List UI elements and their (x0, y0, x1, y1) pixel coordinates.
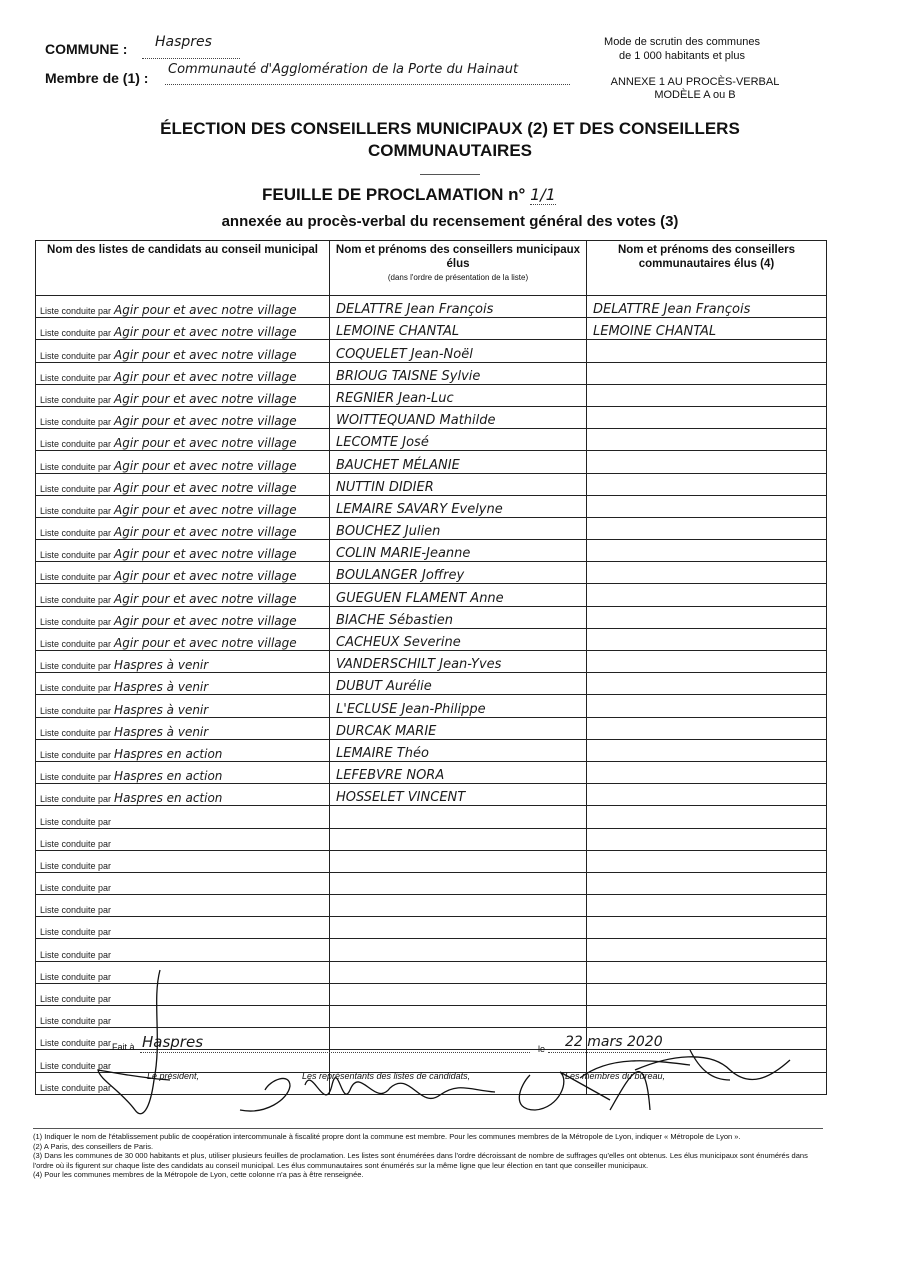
list-cell (36, 451, 330, 473)
elected-municipal-cell: BOUCHEZ Julien (330, 517, 587, 539)
elected-community-cell (587, 362, 827, 384)
title-separator (420, 174, 480, 175)
row-prefix: Liste conduite par (40, 772, 112, 783)
table-row (36, 340, 827, 362)
list-cell (36, 362, 330, 384)
elected-municipal-cell: CACHEUX Severine (330, 628, 587, 650)
elected-community-cell (587, 695, 827, 717)
elected-community-cell (587, 761, 827, 783)
footnote-separator (33, 1128, 823, 1129)
membres-label: Les membres du bureau, (565, 1071, 666, 1081)
table-row (36, 606, 827, 628)
elected-community-cell (587, 451, 827, 473)
list-name: Agir pour et avec notre village (114, 613, 297, 628)
president-label: Le président, (147, 1071, 200, 1081)
list-cell (36, 917, 330, 939)
list-name: Agir pour et avec notre village (114, 325, 297, 340)
row-prefix: Liste conduite par (40, 350, 112, 361)
elected-community-cell (587, 651, 827, 673)
table-header-row (36, 241, 827, 296)
signatures-drawing (90, 960, 820, 1130)
elected-municipal-cell: WOITTEQUAND Mathilde (330, 406, 587, 428)
table-row (36, 895, 827, 917)
elected-municipal-cell: LECOMTE José (330, 429, 587, 451)
elected-community-cell (587, 473, 827, 495)
row-prefix: Liste conduite par (40, 1082, 112, 1093)
elected-municipal-cell: BAUCHET MÉLANIE (330, 451, 587, 473)
list-cell (36, 784, 330, 806)
title-line-1: ÉLECTION DES CONSEILLERS MUNICIPAUX (2) ET DES CONSEILLERS (160, 119, 740, 138)
row-prefix: Liste conduite par (40, 639, 112, 649)
membre-value: Communauté d'Agglomération de la Porte du Hainaut (168, 62, 519, 77)
list-name: Agir pour et avec notre village (114, 369, 297, 384)
row-prefix: Liste conduite par (40, 483, 112, 494)
annexe-line-2: MODÈLE A ou B (654, 89, 736, 101)
table-row (36, 473, 827, 495)
membre-label: Membre de (1) : (45, 70, 149, 86)
list-cell (36, 895, 330, 917)
table-row (36, 673, 827, 695)
table-row (36, 651, 827, 673)
table-row (36, 540, 827, 562)
elected-municipal-cell: HOSSELET VINCENT (330, 784, 587, 806)
elected-municipal-cell: DUBUT Aurélie (330, 673, 587, 695)
date-value: 22 mars 2020 (565, 1034, 663, 1050)
row-prefix: Liste conduite par (40, 705, 112, 716)
elected-community-cell (587, 872, 827, 894)
row-prefix: Liste conduite par (40, 505, 112, 516)
elected-municipal-cell: DELATTRE Jean François (330, 296, 587, 318)
row-prefix: Liste conduite par (40, 794, 112, 805)
mode-scrutin (582, 35, 782, 63)
list-cell (36, 495, 330, 517)
table-row (36, 739, 827, 761)
table-row (36, 784, 827, 806)
elected-municipal-cell (330, 939, 587, 961)
list-cell (36, 406, 330, 428)
row-prefix: Liste conduite par (40, 550, 112, 561)
list-name: Agir pour et avec notre village (114, 458, 297, 473)
table-row (36, 806, 827, 828)
mode-line-1: Mode de scrutin des communes (604, 36, 760, 48)
elected-municipal-cell (330, 872, 587, 894)
list-name: Agir pour et avec notre village (114, 502, 297, 517)
table-row (36, 495, 827, 517)
list-cell (36, 318, 330, 340)
table-row (36, 362, 827, 384)
list-cell (36, 606, 330, 628)
list-cell (36, 673, 330, 695)
elected-community-cell (587, 939, 827, 961)
list-cell (36, 562, 330, 584)
signature-mark-2 (305, 1078, 495, 1099)
list-name: Agir pour et avec notre village (114, 391, 297, 406)
list-name: Agir pour et avec notre village (114, 636, 297, 650)
list-cell (36, 739, 330, 761)
president-signature (98, 970, 170, 1114)
table-row (36, 695, 827, 717)
footnote-2: (2) A Paris, des conseillers de Paris. (33, 1141, 154, 1151)
col-header-municipal-sub: (dans l'ordre de présentation de la liste) (387, 273, 529, 282)
list-name: Haspres en action (114, 791, 223, 806)
elected-municipal-cell: REGNIER Jean-Luc (330, 384, 587, 406)
signature-mark-4 (610, 1050, 790, 1110)
sheet-title (262, 185, 556, 205)
elected-community-cell (587, 495, 827, 517)
table-row (36, 828, 827, 850)
elected-community-cell (587, 562, 827, 584)
elected-municipal-cell: L'ECLUSE Jean-Philippe (330, 695, 587, 717)
list-cell (36, 584, 330, 606)
table-row (36, 850, 827, 872)
list-name: Agir pour et avec notre village (114, 591, 297, 606)
table-row (36, 296, 827, 318)
elected-community-cell (587, 784, 827, 806)
signature-mark-3 (519, 1061, 690, 1110)
row-prefix: Liste conduite par (40, 417, 112, 428)
row-prefix: Liste conduite par (40, 905, 112, 916)
list-name: Agir pour et avec notre village (114, 547, 297, 562)
elected-municipal-cell (330, 806, 587, 828)
list-name: Haspres à venir (114, 702, 209, 717)
row-prefix: Liste conduite par (40, 306, 112, 317)
elected-municipal-cell: BOULANGER Joffrey (330, 562, 587, 584)
elected-municipal-cell: LEFEBVRE NORA (330, 761, 587, 783)
list-name: Agir pour et avec notre village (114, 414, 297, 429)
elected-community-cell (587, 517, 827, 539)
list-cell (36, 473, 330, 495)
signature-mark-1 (240, 1078, 290, 1111)
elected-municipal-cell: LEMOINE CHANTAL (330, 318, 587, 340)
fait-place: Haspres (142, 1033, 204, 1051)
table-row (36, 406, 827, 428)
elected-community-cell (587, 739, 827, 761)
elected-community-cell (587, 717, 827, 739)
elected-community-cell (587, 540, 827, 562)
fait-label: Fait à (112, 1042, 135, 1052)
row-prefix: Liste conduite par (40, 816, 112, 827)
list-cell (36, 761, 330, 783)
table-row (36, 384, 827, 406)
list-name: Haspres en action (114, 769, 223, 784)
list-cell (36, 872, 330, 894)
elected-community-cell: DELATTRE Jean François (587, 296, 827, 318)
elected-municipal-cell: BIACHE Sébastien (330, 606, 587, 628)
elected-community-cell (587, 828, 827, 850)
elected-municipal-cell: LEMAIRE Théo (330, 739, 587, 761)
elected-community-cell (587, 917, 827, 939)
elected-community-cell (587, 606, 827, 628)
table-row (36, 517, 827, 539)
elected-community-cell (587, 584, 827, 606)
elected-municipal-cell (330, 850, 587, 872)
col-header-community: Nom et prénoms des conseillers communautaires élus (4) (587, 241, 827, 296)
elected-community-cell (587, 406, 827, 428)
footnotes (33, 1132, 813, 1180)
elected-municipal-cell (330, 895, 587, 917)
list-name: Agir pour et avec notre village (114, 303, 297, 318)
annexe-line-1: ANNEXE 1 AU PROCÈS-VERBAL (610, 76, 780, 88)
row-prefix: Liste conduite par (40, 683, 112, 694)
row-prefix: Liste conduite par (40, 1016, 112, 1027)
row-prefix: Liste conduite par (40, 971, 112, 982)
elected-municipal-cell: VANDERSCHILT Jean-Yves (330, 651, 587, 673)
list-name: Haspres à venir (114, 658, 209, 673)
list-name: Haspres en action (114, 746, 223, 761)
row-prefix: Liste conduite par (40, 727, 112, 738)
table-row (36, 318, 827, 340)
list-cell (36, 429, 330, 451)
list-name: Agir pour et avec notre village (114, 569, 297, 584)
mode-line-2: de 1 000 habitants et plus (619, 50, 745, 62)
elected-community-cell (587, 384, 827, 406)
elected-community-cell (587, 429, 827, 451)
list-cell (36, 939, 330, 961)
annexe-label (590, 76, 800, 102)
commune-value: Haspres (155, 34, 212, 50)
elected-community-cell (587, 895, 827, 917)
commune-dotted-line (142, 58, 240, 59)
list-cell (36, 828, 330, 850)
table-row (36, 761, 827, 783)
col-header-municipal (330, 241, 587, 296)
footnote-4: (4) Pour les communes membres de la Métropole de Lyon, cette colonne n'a pas à être renseignée. (33, 1170, 364, 1179)
list-cell (36, 717, 330, 739)
elected-community-cell (587, 628, 827, 650)
elected-municipal-cell: NUTTIN DIDIER (330, 473, 587, 495)
elected-municipal-cell (330, 828, 587, 850)
row-prefix: Liste conduite par (40, 749, 112, 760)
row-prefix: Liste conduite par (40, 860, 112, 871)
row-prefix: Liste conduite par (40, 594, 112, 605)
col-header-municipal-text: Nom et prénoms des conseillers municipaux élus (335, 244, 581, 270)
footnote-1: (1) Indiquer le nom de l'établissement public de coopération intercommunale à fiscalité propre dont la commune est membre. Pour les communes membres de la Métropole de Lyon, indiquer « Métropole de Lyon ». (33, 1132, 741, 1141)
elected-community-cell (587, 850, 827, 872)
list-name: Agir pour et avec notre village (114, 525, 297, 540)
table-row (36, 429, 827, 451)
elected-municipal-cell: BRIOUG TAISNE Sylvie (330, 362, 587, 384)
table-row (36, 717, 827, 739)
list-cell (36, 850, 330, 872)
commune-label: COMMUNE : (45, 41, 128, 57)
row-prefix: Liste conduite par (40, 1038, 112, 1049)
footnote-3: (3) Dans les communes de 30 000 habitants et plus, utiliser plusieurs feuilles de proclamation. Les listes sont énumérées dans l'ordre décroissant de nombre de suffrages qu'elles ont obtenus. Les élus municipaux sont énumérés dans l'ordre où ils figurent sur chaque liste des candidats au conseil municipal. Les élus communautaires sont énumérés sur la même ligne que leur élection en tant que conseiller municipaux. (33, 1151, 808, 1170)
list-cell (36, 695, 330, 717)
row-prefix: Liste conduite par (40, 994, 112, 1004)
row-prefix: Liste conduite par (40, 949, 112, 960)
elected-municipal-cell: COQUELET Jean-Noël (330, 340, 587, 362)
row-prefix: Liste conduite par (40, 927, 112, 938)
list-name: Haspres à venir (114, 680, 209, 695)
row-prefix: Liste conduite par (40, 838, 112, 849)
elected-municipal-cell (330, 917, 587, 939)
list-name: Agir pour et avec notre village (114, 347, 297, 362)
subtitle: annexée au procès-verbal du recensement général des votes (3) (221, 213, 679, 230)
elected-community-cell (587, 673, 827, 695)
table-row (36, 939, 827, 961)
membre-dotted-line (165, 84, 570, 85)
row-prefix: Liste conduite par (40, 661, 112, 672)
title-line-2: COMMUNAUTAIRES (367, 141, 532, 160)
list-name: Agir pour et avec notre village (114, 480, 297, 495)
list-cell (36, 296, 330, 318)
elected-community-cell: LEMOINE CHANTAL (587, 318, 827, 340)
list-cell (36, 540, 330, 562)
row-prefix: Liste conduite par (40, 394, 112, 405)
table-row (36, 917, 827, 939)
list-cell (36, 340, 330, 362)
table-row (36, 451, 827, 473)
elected-community-cell (587, 806, 827, 828)
page-title (100, 118, 800, 162)
col-header-lists: Nom des listes de candidats au conseil municipal (36, 241, 330, 296)
sheet-number: 1/1 (530, 185, 556, 204)
elected-municipal-cell: GUEGUEN FLAMENT Anne (330, 584, 587, 606)
row-prefix: Liste conduite par (40, 372, 112, 383)
list-cell (36, 384, 330, 406)
row-prefix: Liste conduite par (40, 1060, 112, 1071)
elected-municipal-cell: LEMAIRE SAVARY Evelyne (330, 495, 587, 517)
list-cell (36, 651, 330, 673)
table-row (36, 584, 827, 606)
row-prefix: Liste conduite par (40, 461, 112, 472)
table-row (36, 872, 827, 894)
representants-label: Les représentants des listes de candidats, (302, 1071, 471, 1081)
elected-municipal-cell: DURCAK MARIE (330, 717, 587, 739)
row-prefix: Liste conduite par (40, 528, 112, 539)
table-row (36, 628, 827, 650)
table-row (36, 562, 827, 584)
list-name: Haspres à venir (114, 724, 209, 739)
row-prefix: Liste conduite par (40, 328, 112, 339)
elected-municipal-cell: COLIN MARIE-Jeanne (330, 540, 587, 562)
sheet-label: FEUILLE DE PROCLAMATION n° (262, 185, 526, 204)
list-cell (36, 628, 330, 650)
elected-community-cell (587, 340, 827, 362)
row-prefix: Liste conduite par (40, 883, 112, 894)
list-cell (36, 806, 330, 828)
row-prefix: Liste conduite par (40, 572, 112, 583)
date-label: le (538, 1044, 546, 1054)
list-name: Agir pour et avec notre village (114, 436, 297, 451)
list-cell (36, 517, 330, 539)
row-prefix: Liste conduite par (40, 439, 112, 450)
row-prefix: Liste conduite par (40, 616, 112, 627)
